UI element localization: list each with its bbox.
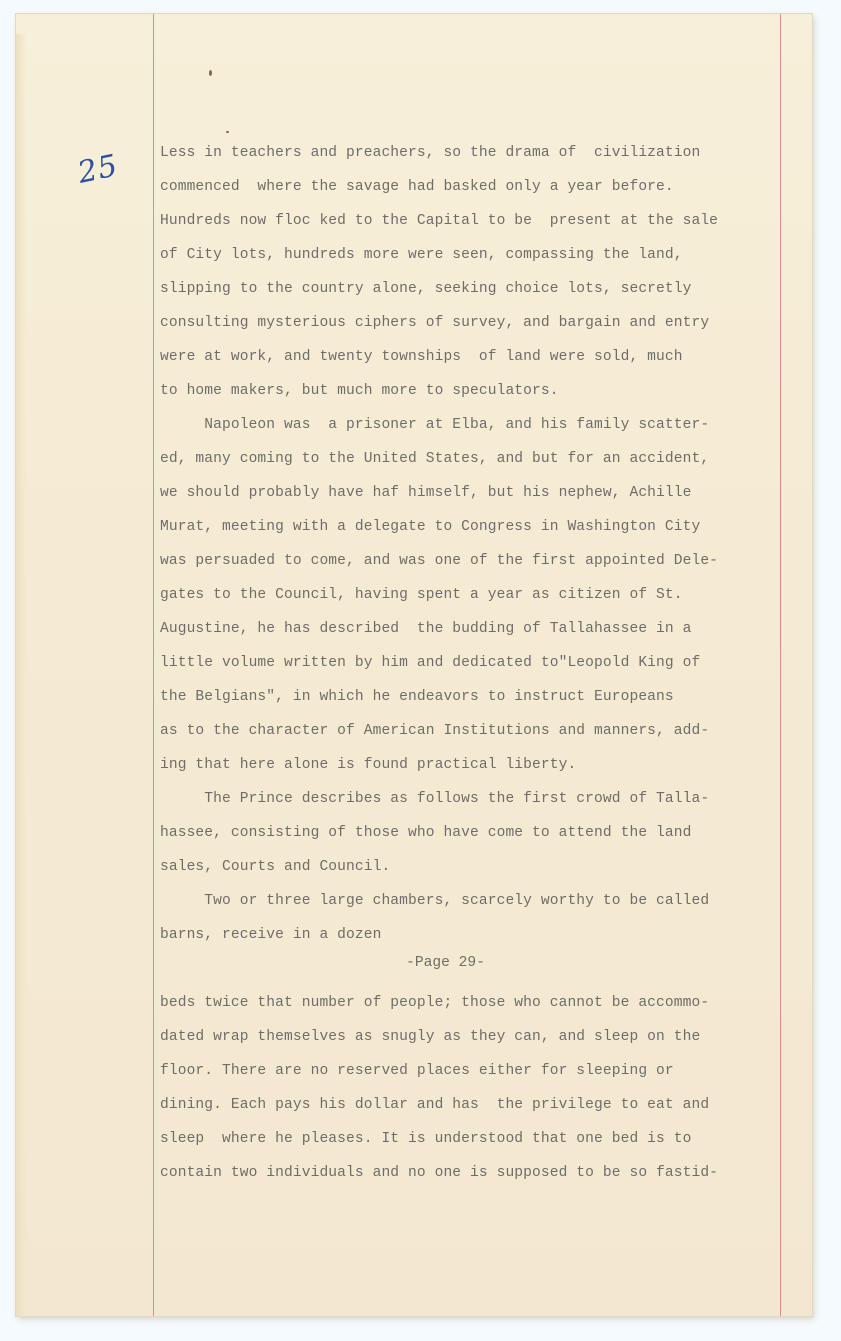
text-line: floor. There are no reserved places either for sleeping or	[160, 1063, 674, 1079]
text-line: contain two individuals and no one is supposed to be so fastid-	[160, 1165, 719, 1181]
text-line: sales, Courts and Council.	[160, 859, 391, 875]
text-line: the Belgians", in which he endeavors to instruct Europeans	[160, 689, 674, 705]
text-line: barns, receive in a dozen	[160, 927, 382, 943]
text-line: was persuaded to come, and was one of the first appointed Dele-	[160, 553, 719, 569]
text-line: dining. Each pays his dollar and has the privilege to eat and	[160, 1097, 710, 1113]
page-break-marker: -Page 29-	[406, 955, 485, 971]
text-line: sleep where he pleases. It is understood that one bed is to	[160, 1131, 692, 1147]
text-line: Murat, meeting with a delegate to Congress in Washington City	[160, 519, 701, 535]
text-line: The Prince describes as follows the first crowd of Talla-	[160, 791, 710, 807]
text-line: consulting mysterious ciphers of survey, and bargain and entry	[160, 315, 710, 331]
handwritten-page-number: 25	[74, 148, 122, 191]
text-line: commenced where the savage had basked only a year before.	[160, 179, 674, 195]
text-line: ed, many coming to the United States, and but for an accident,	[160, 451, 710, 467]
text-line: little volume written by him and dedicated to"Leopold King of	[160, 655, 701, 671]
left-margin-rule	[153, 14, 154, 1316]
text-line: dated wrap themselves as snugly as they can, and sleep on the	[160, 1029, 701, 1045]
text-line: Napoleon was a prisoner at Elba, and his family scatter-	[160, 417, 710, 433]
ink-speck	[226, 131, 229, 133]
text-line: we should probably have haf himself, but his nephew, Achille	[160, 485, 692, 501]
text-line: Two or three large chambers, scarcely worthy to be called	[160, 893, 710, 909]
text-line: as to the character of American Institutions and manners, add-	[160, 723, 710, 739]
text-line: gates to the Council, having spent a year as citizen of St.	[160, 587, 683, 603]
ink-speck	[209, 70, 212, 76]
text-line: to home makers, but much more to speculators.	[160, 383, 559, 399]
text-line: Augustine, he has described the budding of Tallahassee in a	[160, 621, 692, 637]
text-line: slipping to the country alone, seeking choice lots, secretly	[160, 281, 692, 297]
text-line: of City lots, hundreds more were seen, compassing the land,	[160, 247, 683, 263]
text-line: Less in teachers and preachers, so the drama of civilization	[160, 145, 701, 161]
text-line: beds twice that number of people; those who cannot be accommo-	[160, 995, 710, 1011]
text-line: Hundreds now floc ked to the Capital to be present at the sale	[160, 213, 719, 229]
text-line: hassee, consisting of those who have come to attend the land	[160, 825, 692, 841]
typed-text-block-bottom	[160, 986, 810, 1190]
text-line: were at work, and twenty townships of land were sold, much	[160, 349, 683, 365]
typed-text-block-top	[160, 136, 810, 952]
text-line: ing that here alone is found practical liberty.	[160, 757, 577, 773]
